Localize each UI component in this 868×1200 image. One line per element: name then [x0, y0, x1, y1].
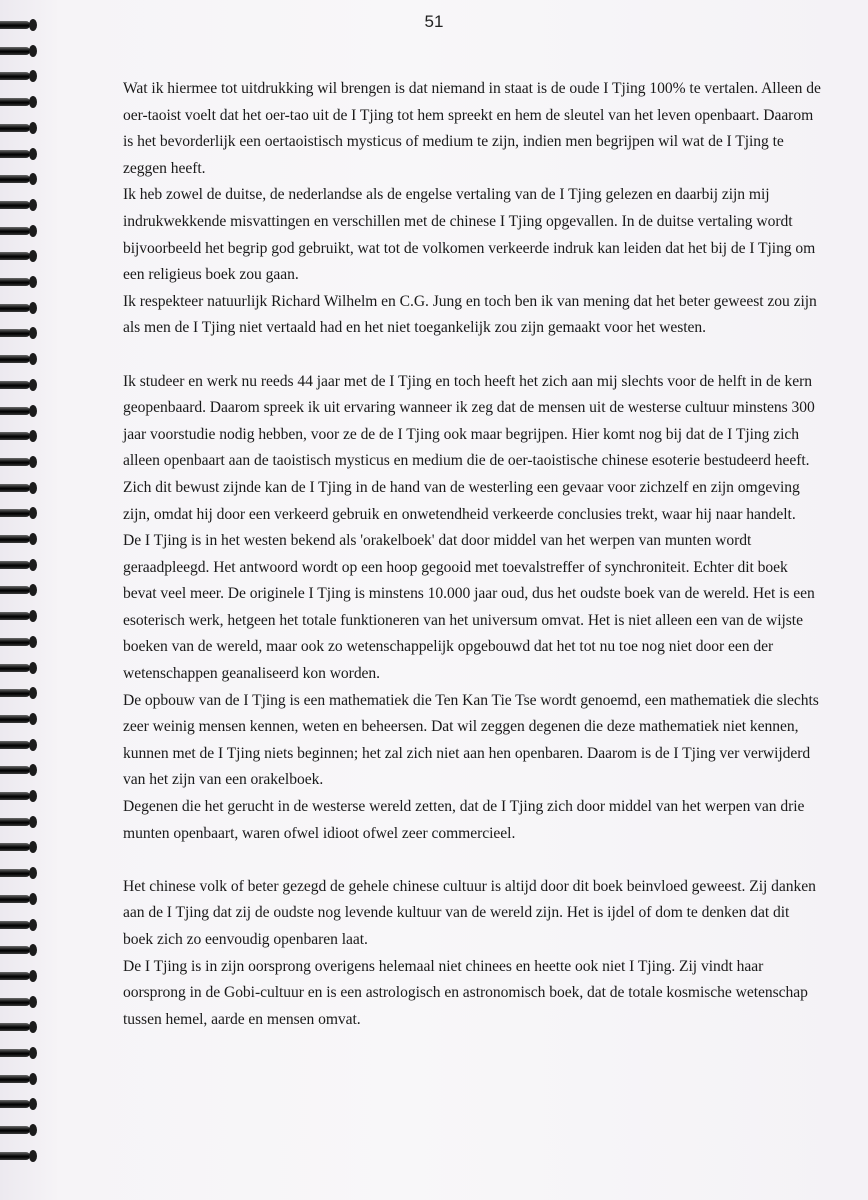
- binding-coil: [0, 224, 36, 238]
- binding-coil: [0, 763, 36, 777]
- binding-coil: [0, 789, 36, 803]
- paragraph: Ik studeer en werk nu reeds 44 jaar met de I Tjing en toch heeft het zich aan mij slechts voor de helft in de kern geopenbaard. Daarom spreek ik uit ervaring wanneer ik zeg dat de mensen uit de westerse cultuur minstens 300 jaar voorstudie nodig hebben, voor ze de de I Tjing ook maar begrijpen. Hier komt nog bij dat de I Tjing zich alleen openbaart aan de taoistisch mysticus en medium die de oer-taoistische chinese esoterie bestudeerd heeft. Zich dit bewust zijnde kan de I Tjing in de hand van de westerling een gevaar voor zichzelf en zijn omgeving zijn, omdat hij door een verkeerd gebruik en onwetendheid verkeerde conclusies trekt, waar hij naar handelt.: [123, 372, 815, 523]
- binding-coil: [0, 326, 36, 340]
- binding-coil: [0, 635, 36, 649]
- binding-coil: [0, 609, 36, 623]
- binding-coil: [0, 892, 36, 906]
- binding-coil: [0, 532, 36, 546]
- paragraph: De I Tjing is in het westen bekend als 'orakelboek' dat door middel van het werpen van munten wordt geraadpleegd. Het antwoord wordt op een hoop gegooid met toevalstreffer of synchroniteit. Echter dit boek bevat veel meer. De originele I Tjing is minstens 10.000 jaar oud, dus het oudste boek van de wereld. Het is een esoterisch werk, hetgeen het totale funktioneren van het universum omvat. Het is niet alleen een van de wijste boeken van de wereld, maar ook zo wetenschappelijk opgebouwd dat het tot nu toe nog niet door een der wetenschappen geanaliseerd kon worden.: [123, 532, 815, 683]
- binding-coil: [0, 661, 36, 675]
- binding-coil: [0, 301, 36, 315]
- binding-coil: [0, 172, 36, 186]
- binding-coil: [0, 455, 36, 469]
- paragraph-gap: [123, 342, 823, 369]
- paragraph: Ik heb zowel de duitse, de nederlandse als de engelse vertaling van de I Tjing gelezen en daarbij zijn mij indrukwekkende misvattingen en verschillen met de chinese I Tjing opgevallen. In de duitse vertaling wordt bijvoorbeeld het begrip god gebruikt, wat tot de volkomen verkeerde indruk kan leiden dat het bij de I Tjing om een religieus boek zou gaan.: [123, 186, 816, 284]
- binding-coil: [0, 969, 36, 983]
- binding-coil: [0, 1020, 36, 1034]
- body-text: [123, 76, 823, 1033]
- binding-coil: [0, 481, 36, 495]
- binding-coil: [0, 712, 36, 726]
- binding-coil: [0, 866, 36, 880]
- binding-coil: [0, 44, 36, 58]
- paragraph-gap: [123, 847, 823, 874]
- paragraph: Wat ik hiermee tot uitdrukking wil brengen is dat niemand in staat is de oude I Tjing 100% te vertalen. Alleen de oer-taoist voelt dat het oer-tao uit de I Tjing tot hem spreekt en hem de sleutel van het leven openbaart. Daarom is het bevorderlijk een oertaoistisch mysticus of medium te zijn, indien men begrijpen wil wat de I Tjing te zeggen heeft.: [123, 80, 821, 177]
- binding-coil: [0, 198, 36, 212]
- binding-coil: [0, 69, 36, 83]
- binding-coil: [0, 995, 36, 1009]
- binding-coil: [0, 738, 36, 752]
- binding-coil: [0, 1072, 36, 1086]
- binding-coil: [0, 1046, 36, 1060]
- binding-coil: [0, 249, 36, 263]
- binding-coil: [0, 583, 36, 597]
- binding-coil: [0, 275, 36, 289]
- paragraph: Degenen die het gerucht in de westerse wereld zetten, dat de I Tjing zich door middel van het werpen van drie munten openbaart, waren ofwel idioot ofwel zeer commercieel.: [123, 798, 805, 842]
- paragraph: De I Tjing is in zijn oorsprong overigens helemaal niet chinees en heette ook niet I Tjing. Zij vindt haar oorsprong in de Gobi-cultuur en is een astrologisch en astronomisch boek, dat de totale kosmische wetenschap tussen hemel, aarde en mensen omvat.: [123, 957, 808, 1028]
- binding-coil: [0, 147, 36, 161]
- binding-coil: [0, 815, 36, 829]
- binding-coil: [0, 1149, 36, 1163]
- spiral-binding: [0, 18, 40, 1193]
- binding-coil: [0, 95, 36, 109]
- binding-coil: [0, 558, 36, 572]
- binding-coil: [0, 918, 36, 932]
- binding-coil: [0, 429, 36, 443]
- binding-coil: [0, 506, 36, 520]
- binding-coil: [0, 943, 36, 957]
- paragraph: Het chinese volk of beter gezegd de gehele chinese cultuur is altijd door dit boek beinvloed geweest. Zij danken aan de I Tjing dat zij de oudste nog levende kultuur van de wereld zijn. Het is ijdel of dom te denken dat dit boek zich zo eenvoudig openbaren laat.: [123, 877, 816, 948]
- binding-coil: [0, 352, 36, 366]
- paragraph: Ik respekteer natuurlijk Richard Wilhelm en C.G. Jung en toch ben ik van mening dat het beter geweest zou zijn als men de I Tjing niet vertaald had en het niet toegankelijk zou zijn gemaakt voor het westen.: [123, 292, 817, 337]
- binding-coil: [0, 378, 36, 392]
- paragraph: De opbouw van de I Tjing is een mathematiek die Ten Kan Tie Tse wordt genoemd, een mathematiek die slechts zeer weinig mensen kennen, weten en beheersen. Dat wil zeggen degenen die deze mathematiek niet kennen, kunnen met de I Tjing niets beginnen; het zal zich niet aan hen openbaren. Daarom is de I Tjing ver verwijderd van het zijn van een orakelboek.: [123, 691, 819, 789]
- binding-coil: [0, 686, 36, 700]
- binding-coil: [0, 1123, 36, 1137]
- binding-coil: [0, 404, 36, 418]
- binding-coil: [0, 1097, 36, 1111]
- page-number: 51: [424, 12, 444, 31]
- binding-coil: [0, 840, 36, 854]
- binding-coil: [0, 121, 36, 135]
